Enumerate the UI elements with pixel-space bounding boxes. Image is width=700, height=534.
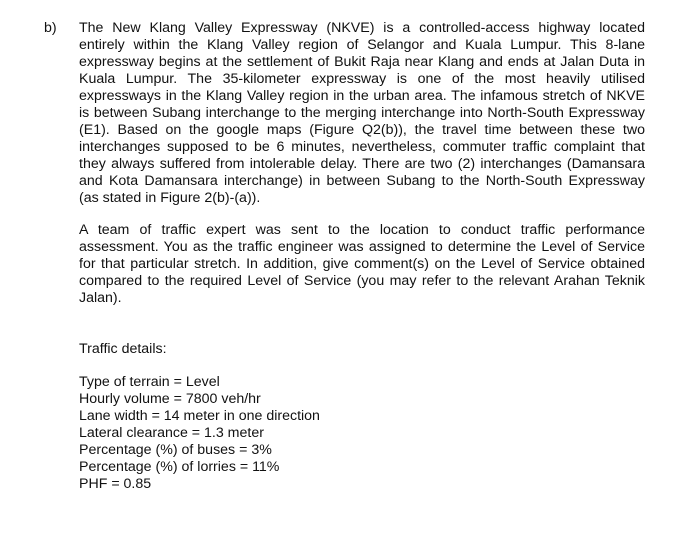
traffic-detail-phf: PHF = 0.85: [79, 476, 152, 492]
question-paragraph-1: The New Klang Valley Expressway (NKVE) is a controlled-access highway located entirely within the Klang Valley region of Selangor and Kuala Lumpur. This 8-lane expressway begins at the settlement of Bukit Raja near Klang and ends at Jalan Duta in Kuala Lumpur. The 35-kilometer expressway is one of the most heavily utilised expressways in the Klang Valley region in the urban area. The infamous stretch of NKVE is between Subang interchange to the merging interchange into North-South Expressway (E1). Based on the google maps (Figure Q2(b)), the travel time between these two interchanges supposed to be 6 minutes, nevertheless, commuter traffic complaint that they always suffered from intolerable delay. There are two (2) interchanges (Damansara and Kota Damansara interchange) in between Subang to the North-South Expressway (as stated in Figure 2(b)-(a)).: [79, 20, 645, 206]
traffic-detail-lane-width: Lane width = 14 meter in one direction: [79, 408, 320, 424]
traffic-details-list: [79, 374, 320, 493]
question-label: b): [44, 20, 57, 36]
traffic-details-heading: Traffic details:: [79, 341, 167, 357]
traffic-detail-lorries: Percentage (%) of lorries = 11%: [79, 459, 280, 475]
traffic-detail-terrain: Type of terrain = Level: [79, 374, 220, 390]
traffic-detail-hourly-volume: Hourly volume = 7800 veh/hr: [79, 391, 261, 407]
traffic-detail-lateral-clearance: Lateral clearance = 1.3 meter: [79, 425, 264, 441]
traffic-detail-buses: Percentage (%) of buses = 3%: [79, 442, 272, 458]
question-paragraph-2: A team of traffic expert was sent to the location to conduct traffic performance assessment. You as the traffic engineer was assigned to determine the Level of Service for that particular stretch. In addition, give comment(s) on the Level of Service obtained compared to the required Level of Service (you may refer to the relevant Arahan Teknik Jalan).: [79, 222, 645, 306]
